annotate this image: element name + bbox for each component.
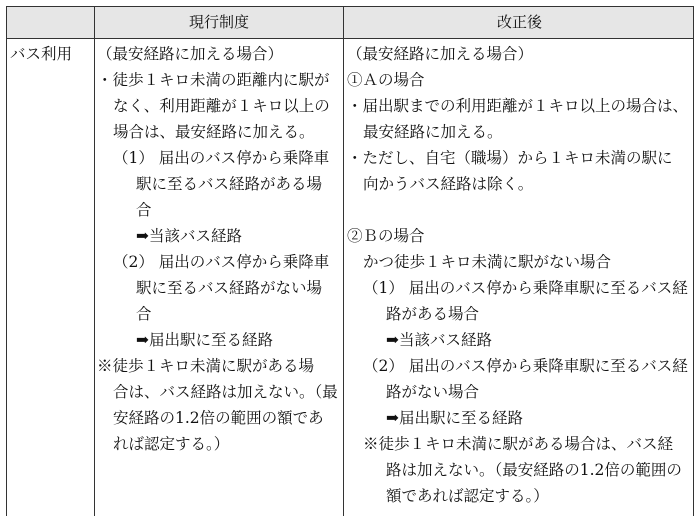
revised-line: ➡当該バス経路 — [386, 331, 492, 349]
revised-line: 向かうバス経路は除く。 — [363, 175, 534, 193]
revised-line: 最安経路に加える。 — [363, 123, 503, 141]
revised-line: かつ徒歩１キロ未満に駅がない場合 — [363, 253, 612, 271]
revised-line: 額であれば認定する。） — [386, 487, 549, 505]
revised-line: 路がない場合 — [386, 383, 480, 401]
column-divider-2 — [343, 7, 344, 516]
row-label-bus-use: バス利用 — [10, 45, 73, 63]
current-line: れば認定する。） — [113, 435, 230, 453]
current-line: 合 — [136, 305, 152, 323]
current-line: ➡届出駅に至る経路 — [136, 331, 273, 349]
current-line: 合 — [136, 201, 152, 219]
current-line: 合は、バス経路は加えない。（最 — [113, 383, 338, 401]
revised-line: ※徒歩１キロ未満に駅がある場合は、バス経 — [363, 435, 674, 453]
current-line: ※徒歩１キロ未満に駅がある場 — [97, 357, 315, 375]
revised-line: ①Ａの場合 — [347, 71, 425, 89]
current-line: 駅に至るバス経路がない場 — [136, 279, 323, 297]
current-line: （最安経路に加える場合） — [97, 45, 284, 63]
revised-line: （最安経路に加える場合） — [347, 45, 534, 63]
revised-line: ➡届出駅に至る経路 — [386, 409, 523, 427]
revised-line: （1） 届出のバス停から乗降車駅に至るバス経 — [363, 279, 688, 297]
revised-line: ・ただし、自宅（職場）から１キロ未満の駅に — [347, 149, 673, 167]
current-line: 場合は、最安経路に加える。 — [113, 123, 315, 141]
column-divider-1 — [94, 7, 95, 516]
revised-line: ②Ｂの場合 — [347, 227, 425, 245]
current-line: ・徒歩１キロ未満の距離内に駅が — [97, 71, 330, 89]
header-current-system: 現行制度 — [188, 13, 249, 31]
current-line: 安経路の1.2倍の範囲の額であ — [113, 409, 324, 427]
current-line: 駅に至るバス経路がある場 — [136, 175, 323, 193]
header-revised: 改正後 — [496, 13, 542, 31]
revised-line: 路がある場合 — [386, 305, 480, 323]
revised-line: （2） 届出のバス停から乗降車駅に至るバス経 — [363, 357, 688, 375]
current-line: （1） 届出のバス停から乗降車 — [113, 149, 330, 167]
revised-line: ・届出駅までの利用距離が１キロ以上の場合は、 — [347, 97, 689, 115]
revised-line: 路は加えない。（最安経路の1.2倍の範囲の — [386, 461, 682, 479]
current-line: ➡当該バス経路 — [136, 227, 242, 245]
current-line: （2） 届出のバス停から乗降車 — [113, 253, 330, 271]
header-empty-cell — [7, 7, 94, 38]
current-line: なく、利用距離が１キロ以上の — [113, 97, 330, 115]
comparison-table — [6, 6, 694, 516]
header-divider — [7, 38, 693, 39]
